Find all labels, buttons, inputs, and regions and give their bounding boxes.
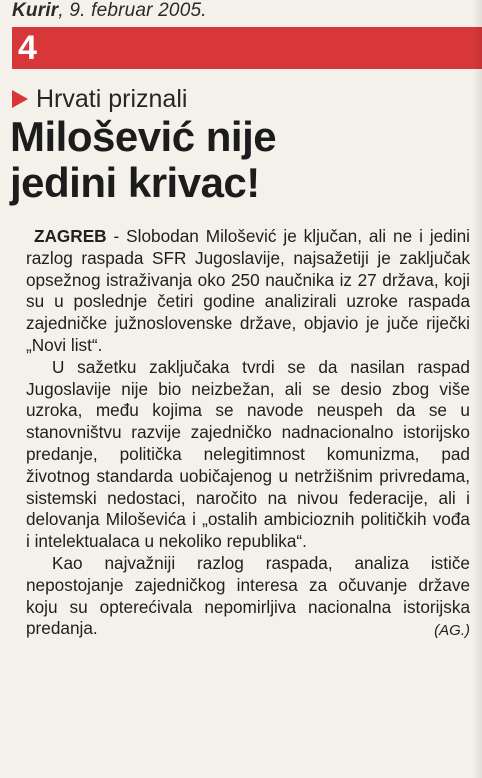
paragraph-1 bbox=[26, 226, 470, 357]
dateline: ZAGREB bbox=[34, 226, 107, 246]
paragraph-2: U sažetku zaključaka tvrdi se da nasilan raspad Jugoslavije nije bio neizbežan, ali se desio zbog više uzroka, među kojima se navode neuspeh da se u stanovništvu razvije zajedničko nadnacionalno istorijsko predanje, politička nelegitimnost komunizma, pad životnog standarda uobičajenog u netržišnim privredama, sistemski nedostaci, naročito na nivou federacije, ali i delovanja Miloševića i „ostalih ambicioznih političkih vođa i intelektualaca u nekoliko republika“. bbox=[26, 356, 470, 552]
author-signature: (AG.) bbox=[434, 622, 470, 640]
paragraph-3-text: Kao najvažniji razlog raspada, analiza ističe nepostojanje zajedničkog interesa za očuvanje države koju su opterećivala nepomirljiva nacionalna istorijska predanja. bbox=[26, 552, 470, 639]
page-number-band bbox=[12, 27, 482, 69]
page-number: 4 bbox=[18, 29, 37, 67]
headline-line-1: Milošević nije bbox=[10, 113, 277, 160]
issue-date: , 9. februar 2005. bbox=[58, 0, 207, 21]
headline-line-2: jedini krivac! bbox=[10, 159, 260, 206]
triangle-right-icon bbox=[12, 90, 28, 108]
paragraph-1-text: - Slobodan Milošević je ključan, ali ne i jedini razlog raspada SFR Jugoslavije, najsažetiji je zaključak opsežnog istraživanja oko 250 naučnika iz 27 država, koji su u poslednje četiri godine analizirali uzroke raspada zajedničke južnoslovenske države, objavio je juče riječki „Novi list“. bbox=[26, 226, 470, 355]
masthead bbox=[12, 0, 207, 22]
page-edge-shadow bbox=[472, 0, 482, 778]
kicker-row bbox=[12, 84, 187, 114]
newspaper-name: Kurir bbox=[12, 0, 59, 21]
article-body bbox=[26, 226, 470, 642]
headline bbox=[10, 114, 470, 206]
kicker: Hrvati priznali bbox=[36, 84, 188, 113]
paragraph-3 bbox=[26, 553, 470, 640]
